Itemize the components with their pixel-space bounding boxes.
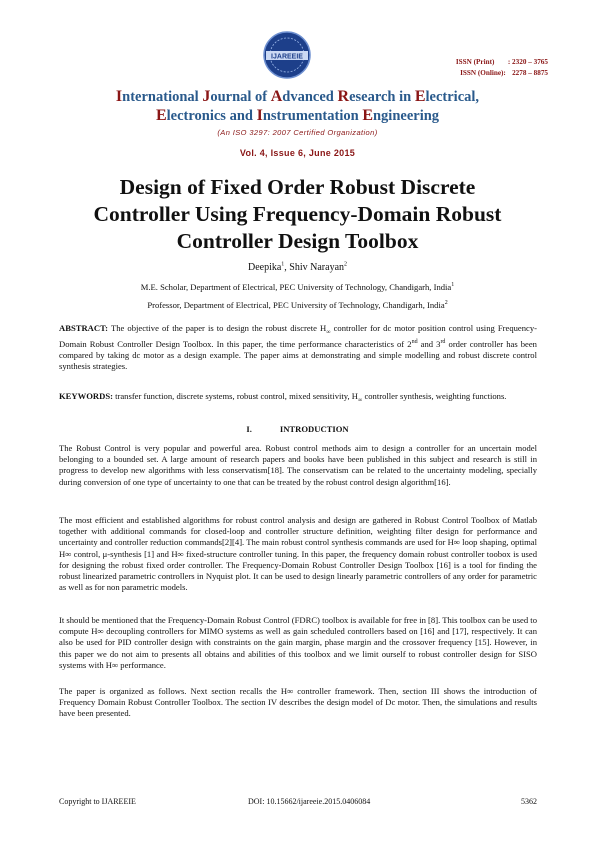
journal-title-initial: J <box>202 88 211 105</box>
section-heading: I. INTRODUCTION <box>246 424 349 434</box>
journal-title-word: dvanced <box>282 89 338 105</box>
footer-copyright: Copyright to IJAREEIE <box>59 797 136 806</box>
journal-title-word: nstrumentation <box>262 108 363 124</box>
body-paragraph: The paper is organized as follows. Next section recalls the H∞ controller framework. Then, section III shows the introduction of Frequency Domain Robust Controller Toolbox. The section IV describes the design model of Dc motor. Then, the simulations and results have been presented. <box>59 686 537 719</box>
issn-online: ISSN (Online): 2278 – 8875 <box>460 69 548 77</box>
journal-title-word: lectronics and <box>166 108 257 124</box>
body-paragraph: The Robust Control is very popular and powerful area. Robust control methods aim to design a controller for an uncertain model belonging to a bounded set. A large amount of research papers and books have been published in this subject and research is still in progress to develop new algorithms with less conservatism[18]. The conservatism can be related to the uncertainty modeling, specially during conversion of one type of uncertainty to one that can be treated by the robust control design algorithm[16]. <box>59 443 537 487</box>
paper-title-line: Controller Using Frequency-Domain Robust <box>93 202 502 226</box>
footer-doi: DOI: 10.15662/ijareeie.2015.0406084 <box>248 797 371 806</box>
journal-title-line1 <box>0 88 595 106</box>
paper-title <box>40 174 555 255</box>
journal-title-initial: E <box>362 107 373 124</box>
paper-title-line: Controller Design Toolbox <box>176 229 419 253</box>
keywords: KEYWORDS: transfer function, discrete systems, robust control, mixed sensitivity, $H_\infty$ controller synthesis, weighting functions. <box>59 391 507 404</box>
authors: Deepika$^1$, Shiv Narayan$^2$ <box>247 261 348 273</box>
issn-print: ISSN (Print) : 2320 – 3765 <box>455 58 548 66</box>
author-name: Shiv Narayan <box>289 262 345 273</box>
journal-title-initial: I <box>115 88 123 105</box>
journal-logo <box>262 30 312 80</box>
abstract: ABSTRACT: The objective of the paper is to design the robust discrete $H_\infty$ controller for dc motor position control using Frequency-Domain Robust Controller Design Toolbox. In this paper, the time performance characteristics of 2nd and 3rd order controller has been compared by taking dc motor as a design example. The paper aims at demonstrating and simple modelling and robust discrete control synthesis strategies. <box>59 323 538 372</box>
journal-volume: Vol. 4, Issue 6, June 2015 <box>239 148 356 158</box>
journal-certification: (An ISO 3297: 2007 Certified Organization) <box>217 128 378 137</box>
journal-title-initial: E <box>414 88 426 105</box>
svg-text:IJAREEIE: IJAREEIE <box>271 53 303 61</box>
journal-title-word: lectrical, <box>425 89 480 105</box>
journal-title-word: esearch in <box>349 89 415 105</box>
journal-title-word: ournal of <box>210 89 271 105</box>
journal-title-initial: E <box>155 107 167 124</box>
journal-title-word: nternational <box>122 89 203 105</box>
journal-title-line2 <box>0 107 595 125</box>
body-paragraph: The most efficient and established algorithms for robust control analysis and design are gathered in Robust Control Toolbox of Matlab together with additional commands for closed-loop and controller structure definition, weighting filter design for performance and uncertainty and controller reduction commands[2][4]. The main robust control synthesis commands are used for H∞ loop shaping, optimal H∞ control, μ-synthesis [1] and H∞ fixed-structure controller tuning. In this paper, the frequency domain robust controller toobox is used for designing the robust fixed order controller. The Frequency-Domain Robust Controller Design Toolbox [16] is a tool for finding the robust linearized parametric controllers in Nyquist plot. It can be used to design linearly parametric controllers of any order for parametric as well as for non parametric models. <box>59 515 537 593</box>
journal-title-initial: R <box>337 88 350 105</box>
paper-title-line: Design of Fixed Order Robust Discrete <box>119 175 476 199</box>
journal-title-word: ngineering <box>372 108 440 124</box>
affiliation-1: M.E. Scholar, Department of Electrical, PEC University of Technology, Chandigarh, India$^1$ <box>140 282 455 292</box>
journal-title-initial: I <box>256 107 263 124</box>
affiliation-2: Professor, Department of Electrical, PEC University of Technology, Chandigarh, India$^2$ <box>147 300 448 310</box>
author-name: Deepika <box>247 262 282 273</box>
journal-title-initial: A <box>270 88 283 105</box>
footer-page-number: 5362 <box>521 797 537 806</box>
body-paragraph: It should be mentioned that the Frequency-Domain Robust Control (FDRC) toolbox is available for free in [8]. This toolbox can be used to compute H∞ decoupling controllers for MIMO systems as well as gain scheduled controllers based on [16] and [17], respectively. It can also be used for PID controller design with constraints on the gain margin, phase margin and the crossover frequency [15]. However, in this paper we do not aim to presents all obtains and abilities of this toolbox and we limit ourself to robust controller design for SISO systems with H∞ performance. <box>59 615 537 670</box>
